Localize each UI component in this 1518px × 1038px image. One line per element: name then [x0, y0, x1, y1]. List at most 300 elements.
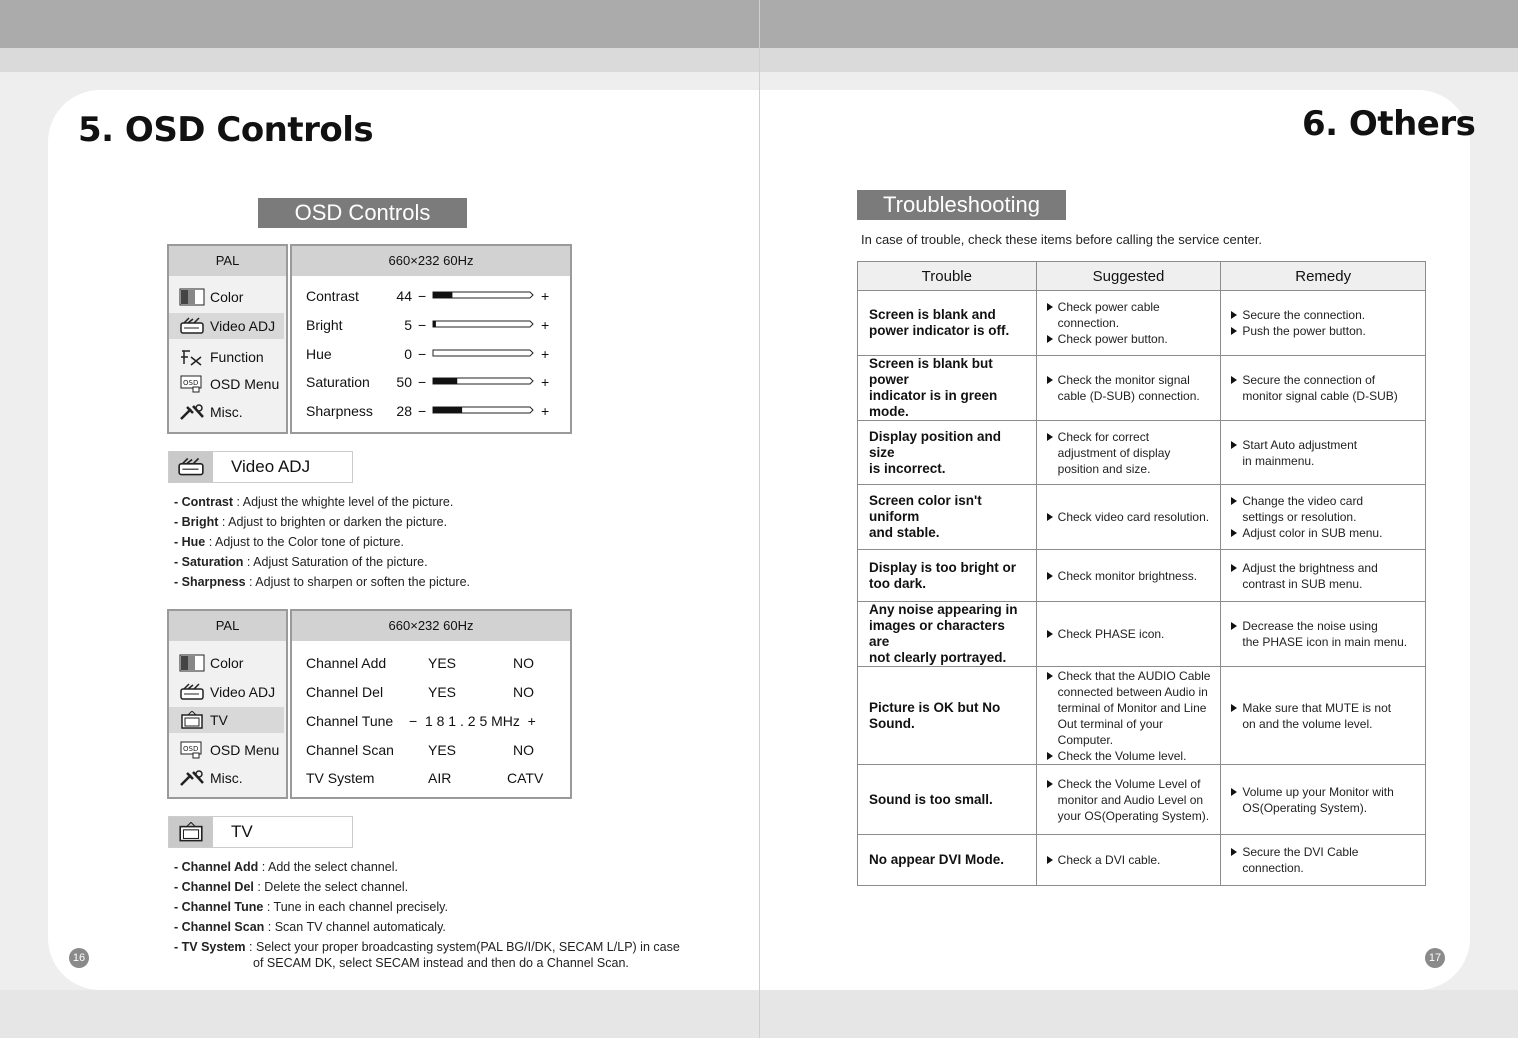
- menu-item-label: Video ADJ: [210, 318, 276, 334]
- bullet-line: connection.: [1057, 316, 1120, 330]
- menu-item-video-adj[interactable]: [169, 313, 284, 339]
- menu-item-osd-menu[interactable]: [169, 371, 284, 397]
- menu-item-misc[interactable]: [169, 765, 284, 791]
- setting-value: 50: [396, 374, 412, 390]
- video-adj-icon: [179, 683, 205, 701]
- desc-line: [174, 857, 680, 877]
- option-b[interactable]: NO: [513, 742, 534, 758]
- trouble-line: Screen is blank but power: [869, 356, 993, 387]
- bullet-line: position and size.: [1057, 461, 1151, 476]
- bullet-item: [1227, 323, 1419, 339]
- tv-heading: [168, 816, 353, 848]
- bullet-line: Out terminal of your Computer.: [1057, 716, 1164, 747]
- bullet-line: Decrease the noise using: [1242, 619, 1378, 633]
- desc-term: - Channel Scan: [174, 920, 265, 934]
- bullet-line: Check power cable: [1057, 300, 1160, 314]
- bullet-text: [1058, 299, 1160, 331]
- setting-value: 28: [396, 403, 412, 419]
- desc-text: : Scan TV channel automaticaly.: [264, 920, 446, 934]
- setting-row-channel-del[interactable]: [292, 680, 570, 704]
- desc-text: : Delete the select channel.: [253, 880, 409, 894]
- suggested-cell: [1036, 485, 1221, 550]
- bullet-item: [1227, 437, 1419, 469]
- bullet-line: Push the power button.: [1242, 324, 1366, 338]
- minus-button[interactable]: −: [418, 288, 427, 304]
- desc-term: - Bright: [174, 515, 219, 529]
- video-adj-icon: [179, 317, 205, 335]
- left-strip: [0, 72, 48, 152]
- remedy-cell: [1221, 291, 1426, 356]
- minus-button[interactable]: −: [418, 317, 427, 333]
- osd-menu-panel-2: [167, 609, 288, 799]
- desc-line: [174, 897, 680, 917]
- bullet-line: Adjust the brightness and: [1242, 560, 1378, 575]
- desc-line: [174, 937, 680, 955]
- left-page-title: 5. OSD Controls: [78, 110, 374, 150]
- menu-item-tv[interactable]: [169, 707, 284, 733]
- table-header-row: [858, 262, 1426, 291]
- desc-term: - Hue: [174, 535, 206, 549]
- bullet-item: [1043, 372, 1215, 404]
- page-spine: [759, 0, 760, 1038]
- bullet-line: Make sure that MUTE is not: [1242, 700, 1392, 715]
- bullet-line: settings or resolution.: [1242, 510, 1357, 524]
- bullet-line: OS(Operating System).: [1242, 800, 1368, 815]
- bullet-arrow-icon: [1231, 311, 1237, 319]
- bullet-line: Secure the connection.: [1242, 308, 1366, 322]
- suggested-cell: [1036, 765, 1221, 835]
- resolution-label: 660×232 60Hz: [292, 611, 570, 641]
- bullet-arrow-icon: [1231, 848, 1237, 856]
- setting-label: Bright: [306, 317, 343, 333]
- bullet-line: Check power button.: [1057, 332, 1168, 346]
- trouble-line: No appear DVI Mode.: [869, 852, 1005, 867]
- trouble-line: Screen is blank and: [869, 307, 996, 322]
- bullet-item: [1227, 560, 1419, 592]
- right-page-number: 17: [1425, 948, 1445, 968]
- plus-button[interactable]: +: [541, 317, 550, 333]
- remedy-cell: [1221, 667, 1426, 765]
- misc-icon: [179, 769, 205, 787]
- desc-text: : Adjust to brighten or darken the picture.: [218, 515, 448, 529]
- menu-item-label: OSD Menu: [210, 742, 280, 758]
- bullet-arrow-icon: [1231, 327, 1237, 335]
- bullet-arrow-icon: [1231, 376, 1237, 384]
- resolution-label: 660×232 60Hz: [292, 246, 570, 276]
- table-row: [858, 356, 1426, 421]
- video-adj-heading: [168, 451, 353, 483]
- system-label: PAL: [169, 611, 286, 641]
- bullet-arrow-icon: [1047, 672, 1053, 680]
- column-header-suggested: Suggested: [1036, 262, 1221, 291]
- plus-button[interactable]: +: [541, 346, 550, 362]
- desc-line: [174, 492, 470, 512]
- desc-term: - Sharpness: [174, 575, 246, 589]
- svg-text:OSD: OSD: [183, 379, 199, 387]
- bullet-line: your OS(Operating System).: [1057, 808, 1210, 823]
- setting-label: Channel Add: [306, 655, 387, 671]
- bullet-text: [1242, 307, 1365, 323]
- bullet-text: [1242, 560, 1377, 592]
- bullet-line: Check a DVI cable.: [1057, 853, 1161, 867]
- menu-item-function[interactable]: [169, 344, 284, 370]
- remedy-cell: [1221, 765, 1426, 835]
- column-header-remedy: Remedy: [1221, 262, 1426, 291]
- desc-text: : Adjust the whighte level of the picture.: [233, 495, 454, 509]
- remedy-cell: [1221, 550, 1426, 602]
- bullet-line: Check the monitor signal: [1057, 373, 1190, 387]
- osd-menu-icon: [179, 375, 205, 393]
- bullet-line: in mainmenu.: [1242, 453, 1315, 468]
- bullet-arrow-icon: [1231, 564, 1237, 572]
- bullet-item: [1227, 525, 1419, 541]
- setting-slider[interactable]: [432, 406, 534, 414]
- setting-row-hue[interactable]: [292, 342, 570, 366]
- bullet-line: Secure the DVI Cable connection.: [1242, 845, 1359, 875]
- trouble-line: Display is too bright or: [869, 559, 1017, 575]
- setting-row-channel-scan[interactable]: [292, 738, 570, 762]
- trouble-cell: [858, 485, 1037, 550]
- option-a[interactable]: YES: [428, 684, 457, 700]
- desc-term: - Saturation: [174, 555, 244, 569]
- desc-term: - Contrast: [174, 495, 234, 509]
- plus-button[interactable]: +: [541, 403, 550, 419]
- plus-button[interactable]: +: [541, 288, 550, 304]
- minus-button[interactable]: −: [418, 374, 427, 390]
- remedy-cell: [1221, 835, 1426, 886]
- osd-menu-icon: [179, 741, 205, 759]
- bullet-arrow-icon: [1047, 335, 1053, 343]
- slider-fill: [433, 378, 457, 384]
- menu-item-label: Video ADJ: [210, 684, 276, 700]
- video-adj-descriptions: [174, 492, 470, 592]
- right-strip: [1470, 72, 1518, 152]
- right-page-title: 6. Others: [1302, 104, 1476, 144]
- setting-slider[interactable]: [432, 349, 534, 357]
- bullet-arrow-icon: [1231, 441, 1237, 449]
- bullet-text: [1058, 668, 1215, 748]
- bullet-line: Check for correct: [1057, 429, 1150, 444]
- left-page-number: 16: [69, 948, 89, 968]
- bullet-item: [1043, 748, 1215, 764]
- bullet-arrow-icon: [1231, 529, 1237, 537]
- bullet-arrow-icon: [1047, 752, 1053, 760]
- trouble-line: too dark.: [869, 575, 927, 591]
- trouble-cell: [858, 550, 1037, 602]
- video-adj-heading-icon-box: [169, 452, 213, 482]
- bullet-text: [1242, 437, 1357, 469]
- color-icon: [179, 288, 205, 306]
- setting-value: 0: [404, 346, 412, 362]
- suggested-cell: [1036, 421, 1221, 485]
- menu-item-label: Color: [210, 655, 244, 671]
- bullet-line: Start Auto adjustment: [1242, 437, 1358, 452]
- slider-fill: [433, 292, 452, 298]
- desc-text: : Tune in each channel precisely.: [263, 900, 448, 914]
- bullet-line: cable (D-SUB) connection.: [1057, 389, 1200, 403]
- bullet-line: Check that the AUDIO Cable: [1057, 668, 1211, 683]
- remedy-cell: [1221, 421, 1426, 485]
- menu-item-misc[interactable]: [169, 399, 284, 425]
- bullet-text: [1058, 568, 1197, 584]
- bullet-item: [1227, 618, 1419, 650]
- svg-text:OSD: OSD: [183, 745, 199, 753]
- remedy-cell: [1221, 485, 1426, 550]
- bullet-line: terminal of Monitor and Line: [1057, 700, 1207, 715]
- trouble-cell: [858, 356, 1037, 421]
- bullet-arrow-icon: [1231, 788, 1237, 796]
- bullet-arrow-icon: [1047, 303, 1053, 311]
- bullet-arrow-icon: [1047, 630, 1053, 638]
- troubleshooting-table: [857, 261, 1426, 886]
- tv-icon: [177, 822, 205, 842]
- bullet-item: [1227, 493, 1419, 525]
- menu-item-label: Misc.: [210, 404, 243, 420]
- option-b[interactable]: NO: [513, 684, 534, 700]
- menu-item-label: Function: [210, 349, 264, 365]
- desc-term: - TV System: [174, 940, 246, 954]
- bullet-item: [1043, 776, 1215, 824]
- bullet-text: [1058, 776, 1209, 824]
- column-header-trouble: Trouble: [858, 262, 1037, 291]
- bullet-line: Check the Volume Level of: [1057, 776, 1201, 791]
- video-adj-icon: [177, 457, 205, 477]
- setting-label: Sharpness: [306, 403, 373, 419]
- bullet-text: [1058, 748, 1187, 764]
- setting-label: Hue: [306, 346, 332, 362]
- bullet-item: [1043, 299, 1215, 331]
- setting-label: TV System: [306, 770, 375, 786]
- bullet-line: Check monitor brightness.: [1057, 568, 1198, 583]
- bullet-item: [1043, 568, 1215, 584]
- slider-fill: [433, 321, 436, 327]
- trouble-line: Sound is too small.: [869, 791, 993, 807]
- setting-row-tv-system[interactable]: [292, 766, 570, 790]
- bullet-text: [1242, 784, 1393, 816]
- bullet-text: [1058, 429, 1171, 477]
- trouble-line: is incorrect.: [869, 460, 946, 476]
- desc-line: [174, 572, 470, 592]
- osd-controls-section-label: OSD Controls: [258, 198, 467, 228]
- setting-slider[interactable]: [432, 377, 534, 385]
- trouble-line: power indicator is off.: [869, 323, 1010, 338]
- setting-slider[interactable]: [432, 320, 534, 328]
- right-strip-bottom: [1470, 940, 1518, 990]
- bullet-arrow-icon: [1231, 497, 1237, 505]
- color-icon: [179, 654, 205, 672]
- slider-fill: [433, 407, 462, 413]
- bullet-text: [1058, 372, 1200, 404]
- trouble-cell: [858, 835, 1037, 886]
- option-b[interactable]: NO: [513, 655, 534, 671]
- desc-term: - Channel Del: [174, 880, 254, 894]
- setting-row-bright[interactable]: [292, 313, 570, 337]
- troubleshooting-section-label: Troubleshooting: [857, 190, 1066, 220]
- bullet-line: Secure the connection of: [1242, 373, 1376, 387]
- menu-item-color[interactable]: [169, 284, 284, 310]
- menu-item-label: Color: [210, 289, 244, 305]
- table-row: [858, 550, 1426, 602]
- misc-icon: [179, 403, 205, 421]
- minus-button[interactable]: −: [418, 403, 427, 419]
- setting-label: Channel Del: [306, 684, 384, 700]
- menu-item-color[interactable]: [169, 650, 284, 676]
- trouble-cell: [858, 602, 1037, 667]
- left-strip-bottom: [0, 940, 48, 990]
- bullet-text: [1058, 626, 1165, 642]
- bullet-text: [1242, 493, 1363, 525]
- menu-item-label: TV: [210, 712, 228, 728]
- bullet-item: [1043, 509, 1215, 525]
- suggested-cell: [1036, 602, 1221, 667]
- setting-value: 44: [396, 288, 412, 304]
- bullet-text: [1242, 700, 1391, 732]
- bullet-text: [1242, 372, 1397, 404]
- bullet-text: [1058, 331, 1168, 347]
- suggested-cell: [1036, 667, 1221, 765]
- bullet-text: [1242, 525, 1382, 541]
- setting-row-contrast[interactable]: [292, 284, 570, 308]
- bullet-arrow-icon: [1047, 433, 1053, 441]
- bullet-text: [1242, 618, 1407, 650]
- setting-row-channel-add[interactable]: [292, 651, 570, 675]
- bullet-text: [1242, 844, 1419, 876]
- trouble-line: Picture is OK but No Sound.: [869, 699, 1001, 731]
- suggested-cell: [1036, 835, 1221, 886]
- table-row: [858, 485, 1426, 550]
- menu-item-label: OSD Menu: [210, 376, 280, 392]
- setting-row-saturation[interactable]: [292, 370, 570, 394]
- setting-row-sharpness[interactable]: [292, 399, 570, 423]
- trouble-line: Screen color isn't uniform: [869, 493, 982, 524]
- table-row: [858, 291, 1426, 356]
- desc-text: : Adjust to sharpen or soften the picture.: [245, 575, 471, 589]
- suggested-cell: [1036, 291, 1221, 356]
- table-row: [858, 667, 1426, 765]
- option-a[interactable]: YES: [428, 655, 457, 671]
- menu-item-label: Misc.: [210, 770, 243, 786]
- bullet-item: [1043, 331, 1215, 347]
- table-row: [858, 765, 1426, 835]
- option-a[interactable]: YES: [428, 742, 457, 758]
- suggested-cell: [1036, 356, 1221, 421]
- bullet-arrow-icon: [1047, 572, 1053, 580]
- desc-line: [174, 917, 680, 937]
- bullet-line: Check PHASE icon.: [1057, 627, 1165, 641]
- trouble-line: Any noise appearing in: [869, 602, 1018, 617]
- remedy-cell: [1221, 602, 1426, 667]
- desc-text: : Select your proper broadcasting system(PAL BG/I/DK, SECAM L/LP) in case: [245, 940, 680, 954]
- bullet-arrow-icon: [1231, 704, 1237, 712]
- menu-item-osd-menu[interactable]: [169, 737, 284, 763]
- tv-descriptions: [174, 857, 680, 971]
- bullet-line: Change the video card: [1242, 494, 1364, 508]
- bullet-item: [1227, 307, 1419, 323]
- bullet-line: on and the volume level.: [1242, 716, 1373, 731]
- bullet-item: [1227, 700, 1419, 732]
- table-row: [858, 835, 1426, 886]
- bullet-item: [1043, 852, 1215, 868]
- bullet-item: [1227, 784, 1419, 816]
- setting-label: Saturation: [306, 374, 370, 390]
- bullet-item: [1227, 844, 1419, 876]
- trouble-cell: [858, 765, 1037, 835]
- setting-value: 5: [404, 317, 412, 333]
- bullet-arrow-icon: [1047, 376, 1053, 384]
- desc-term: - Channel Add: [174, 860, 259, 874]
- desc-text: : Adjust to the Color tone of picture.: [205, 535, 404, 549]
- setting-label: Channel Tune: [306, 713, 394, 729]
- bullet-line: Volume up your Monitor with: [1242, 784, 1394, 799]
- bullet-line: Check video card resolution.: [1057, 510, 1210, 524]
- bullet-line: adjustment of display: [1057, 445, 1171, 460]
- tv-icon: [179, 711, 205, 729]
- remedy-cell: [1221, 356, 1426, 421]
- tv-heading-icon-box: [169, 817, 213, 847]
- desc-line: [174, 532, 470, 552]
- setting-label: Channel Scan: [306, 742, 394, 758]
- trouble-line: not clearly portrayed.: [869, 650, 1007, 665]
- desc-text: : Adjust Saturation of the picture.: [243, 555, 428, 569]
- tv-heading-label: TV: [231, 822, 253, 841]
- setting-label: Contrast: [306, 288, 359, 304]
- option-b[interactable]: CATV: [507, 770, 544, 786]
- tv-settings-panel: [290, 609, 572, 799]
- desc-line: [174, 877, 680, 897]
- desc-continuation: of SECAM DK, select SECAM instead and then do a Channel Scan.: [253, 956, 629, 970]
- trouble-line: indicator is in green mode.: [869, 388, 998, 419]
- suggested-cell: [1036, 550, 1221, 602]
- bullet-arrow-icon: [1047, 780, 1053, 788]
- minus-button[interactable]: −: [418, 346, 427, 362]
- function-icon: [179, 348, 205, 366]
- desc-text: : Add the select channel.: [258, 860, 398, 874]
- bullet-line: the PHASE icon in main menu.: [1242, 635, 1408, 649]
- bullet-arrow-icon: [1231, 622, 1237, 630]
- troubleshooting-intro: In case of trouble, check these items before calling the service center.: [861, 232, 1263, 247]
- bullet-item: [1043, 626, 1215, 642]
- bullet-line: Check the Volume level.: [1057, 748, 1187, 763]
- setting-row-channel-tune[interactable]: [292, 709, 570, 733]
- plus-button[interactable]: +: [541, 374, 550, 390]
- trouble-cell: [858, 667, 1037, 765]
- bullet-arrow-icon: [1047, 513, 1053, 521]
- desc-line: [174, 552, 470, 572]
- video-adj-heading-label: Video ADJ: [231, 457, 311, 476]
- bullet-text: [1058, 509, 1209, 525]
- desc-line: [174, 512, 470, 532]
- trouble-line: Display position and size: [869, 428, 1002, 460]
- table-row: [858, 421, 1426, 485]
- bullet-arrow-icon: [1047, 856, 1053, 864]
- trouble-line: and stable.: [869, 525, 940, 540]
- bullet-line: connected between Audio in: [1057, 684, 1208, 699]
- bullet-line: contrast in SUB menu.: [1242, 576, 1363, 591]
- system-label: PAL: [169, 246, 286, 276]
- bullet-text: [1058, 852, 1161, 868]
- option-a[interactable]: AIR: [428, 770, 452, 786]
- osd-menu-panel-1: [167, 244, 288, 434]
- desc-term: - Channel Tune: [174, 900, 264, 914]
- menu-item-video-adj[interactable]: [169, 679, 284, 705]
- channel-tune-value[interactable]: − 1 8 1 . 2 5 MHz +: [409, 713, 536, 729]
- bullet-line: Adjust color in SUB menu.: [1242, 526, 1383, 540]
- bullet-item: [1043, 429, 1215, 477]
- setting-slider[interactable]: [432, 291, 534, 299]
- trouble-line: images or characters are: [869, 618, 1005, 649]
- bullet-text: [1242, 323, 1365, 339]
- trouble-cell: [858, 291, 1037, 356]
